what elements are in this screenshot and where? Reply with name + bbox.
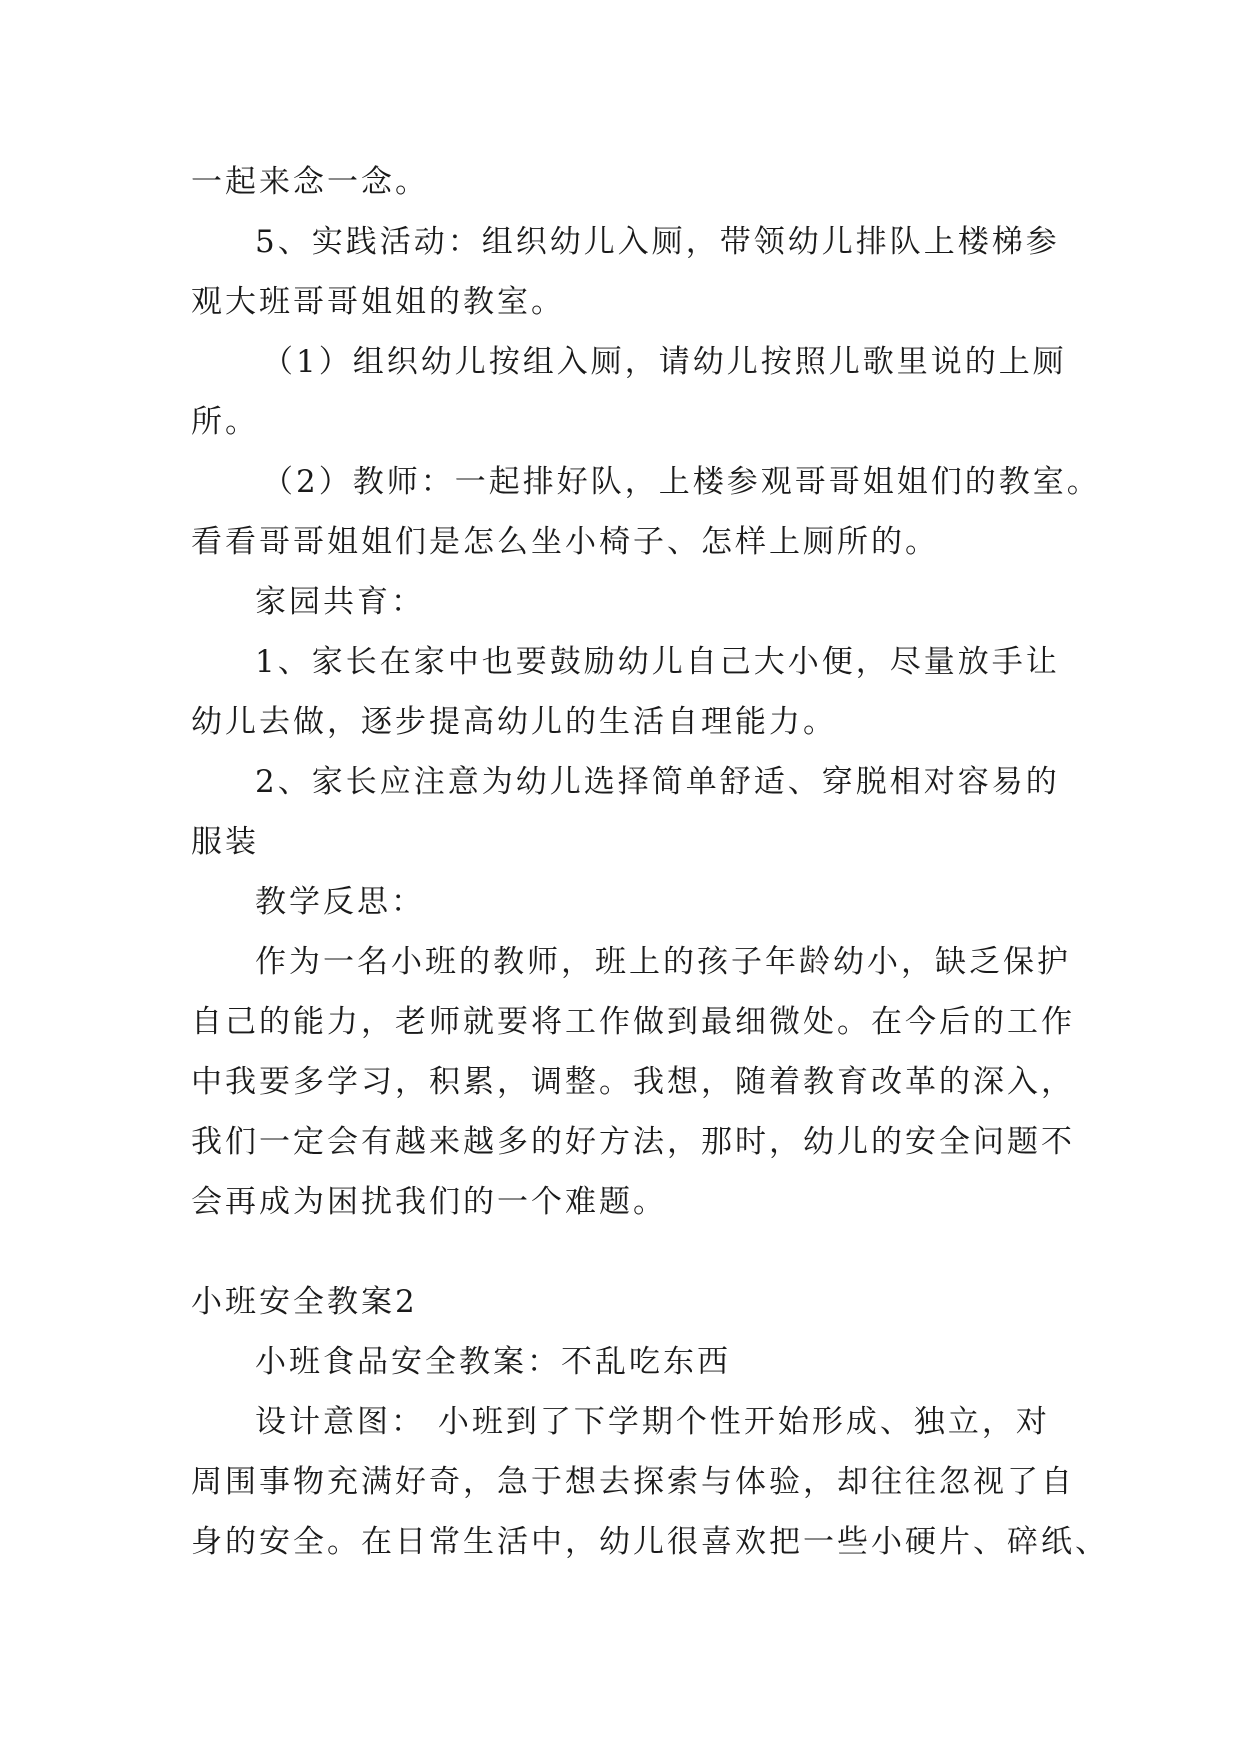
text-line: 所。: [191, 404, 259, 440]
text-line: 身的安全。在日常生活中，幼儿很喜欢把一些小硬片、碎纸、: [191, 1524, 1109, 1560]
section-heading: 家园共育：: [255, 584, 425, 620]
document-title: 小班安全教案2: [191, 1284, 418, 1320]
text-line: 2、家长应注意为幼儿选择简单舒适、穿脱相对容易的: [255, 764, 1060, 800]
section-heading: 教学反思：: [255, 884, 425, 920]
text-line: 自己的能力，老师就要将工作做到最细微处。在今后的工作: [191, 1004, 1075, 1040]
text-line: 幼儿去做，逐步提高幼儿的生活自理能力。: [191, 704, 837, 740]
text-line: 我们一定会有越来越多的好方法，那时，幼儿的安全问题不: [191, 1124, 1075, 1160]
text-line: 5、实践活动：组织幼儿入厕，带领幼儿排队上楼梯参: [255, 224, 1060, 260]
text-line: 设计意图： 小班到了下学期个性开始形成、独立，对: [255, 1404, 1050, 1440]
lesson-title: 小班食品安全教案：不乱吃东西: [255, 1344, 731, 1380]
text-line: 中我要多学习，积累，调整。我想，随着教育改革的深入，: [191, 1064, 1075, 1100]
text-line: （1）组织幼儿按组入厕，请幼儿按照儿歌里说的上厕: [262, 344, 1067, 380]
text-line: 作为一名小班的教师，班上的孩子年龄幼小，缺乏保护: [255, 944, 1071, 980]
text-line: （2）教师：一起排好队，上楼参观哥哥姐姐们的教室。: [262, 464, 1101, 500]
text-line: 会再成为困扰我们的一个难题。: [191, 1184, 667, 1220]
text-line: 周围事物充满好奇，急于想去探索与体验，却往往忽视了自: [191, 1464, 1075, 1500]
text-line: 看看哥哥姐姐们是怎么坐小椅子、怎样上厕所的。: [191, 524, 939, 560]
text-line: 观大班哥哥姐姐的教室。: [191, 284, 565, 320]
text-line: 一起来念一念。: [191, 164, 429, 200]
text-line: 1、家长在家中也要鼓励幼儿自己大小便，尽量放手让: [255, 644, 1060, 680]
text-line: 服装: [191, 824, 259, 860]
